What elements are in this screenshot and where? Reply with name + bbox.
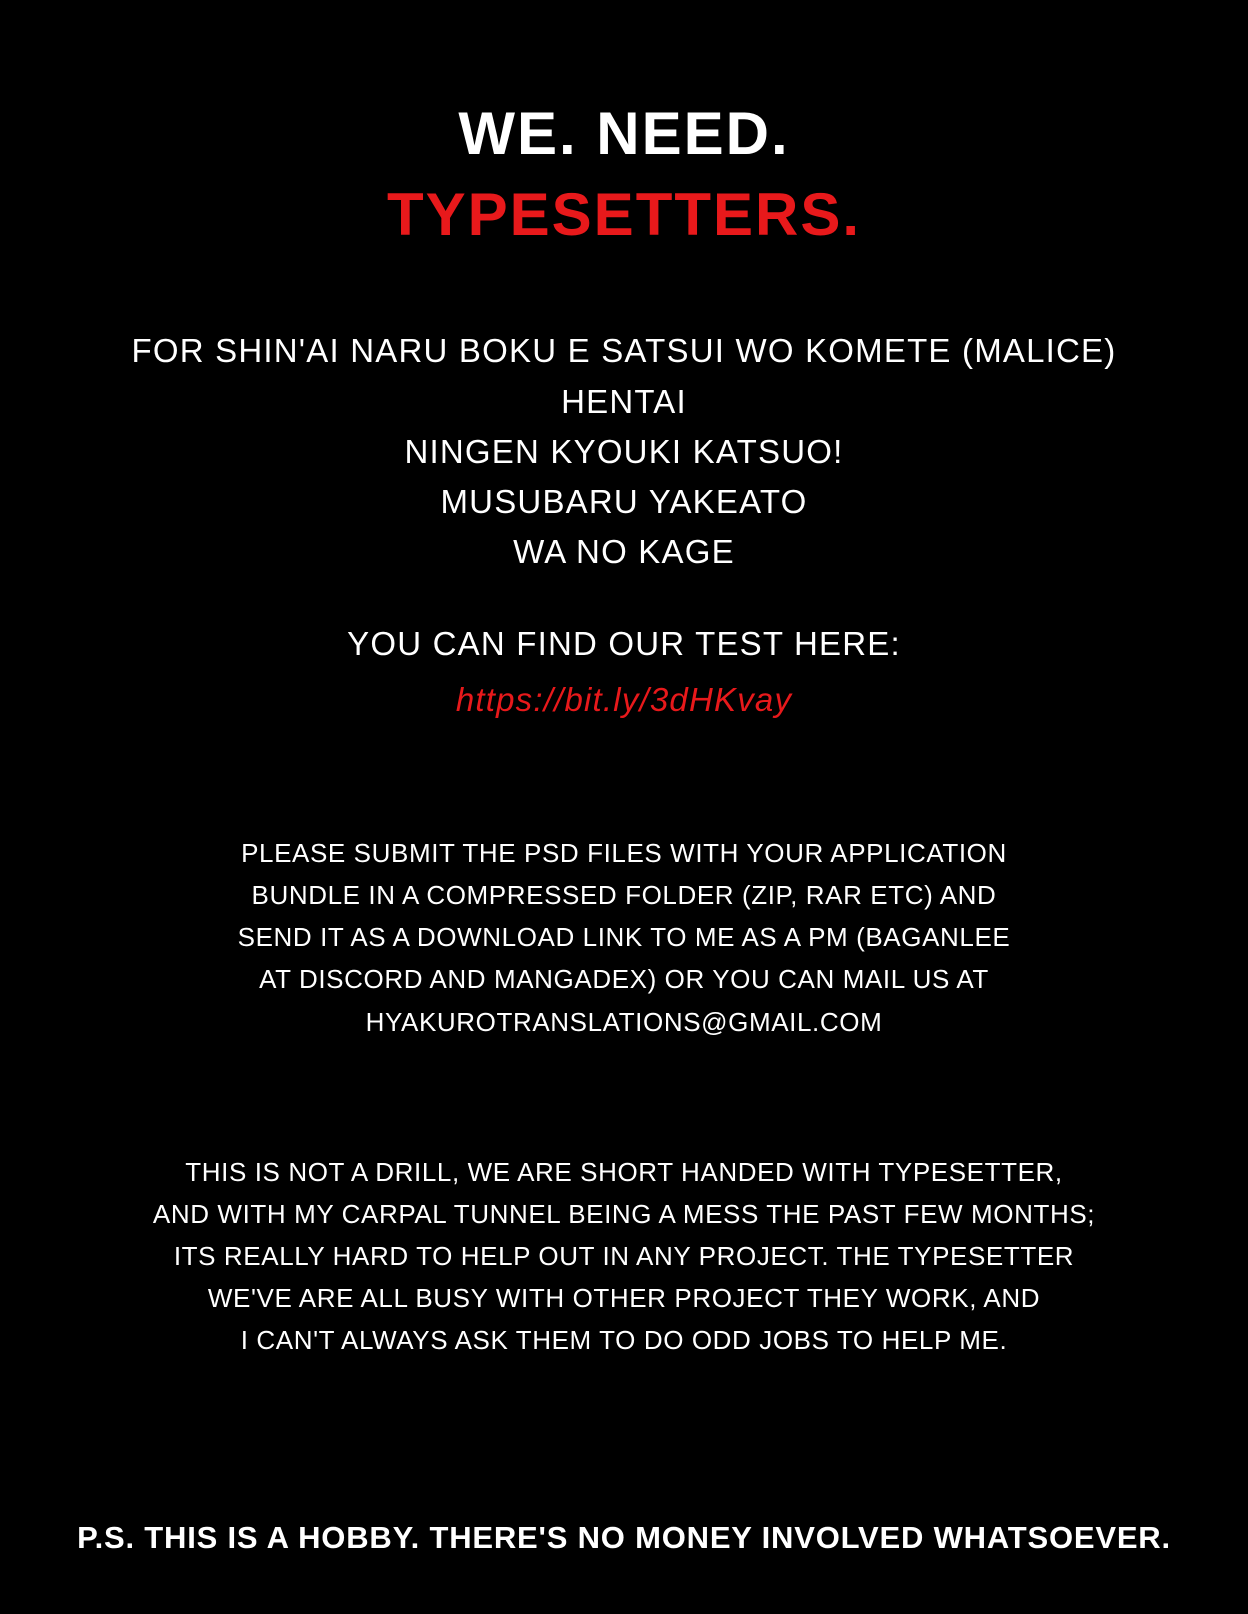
- project-line: HENTAI: [561, 382, 687, 420]
- submission-line: BUNDLE IN A COMPRESSED FOLDER (ZIP, RAR ETC) AND: [251, 880, 997, 911]
- submission-line: AT DISCORD AND MANGADEX) OR YOU CAN MAIL US AT: [259, 964, 989, 995]
- test-link[interactable]: https://bit.ly/3dHKvay: [455, 680, 793, 718]
- note-line: ITS REALLY HARD TO HELP OUT IN ANY PROJECT. THE TYPESETTER: [173, 1240, 1075, 1271]
- headline-accent: TYPESETTERS.: [386, 181, 862, 249]
- headline-primary: WE. NEED.: [458, 100, 790, 167]
- note-line: THIS IS NOT A DRILL, WE ARE SHORT HANDED WITH TYPESETTER,: [185, 1156, 1063, 1187]
- note-line: I CAN'T ALWAYS ASK THEM TO DO ODD JOBS TO HELP ME.: [240, 1325, 1008, 1356]
- postscript: P.S. THIS IS A HOBBY. THERE'S NO MONEY INVOLVED WHATSOEVER.: [77, 1520, 1171, 1555]
- note-line: AND WITH MY CARPAL TUNNEL BEING A MESS THE PAST FEW MONTHS;: [152, 1198, 1096, 1229]
- project-line: FOR SHIN'AI NARU BOKU E SATSUI WO KOMETE (MALICE): [131, 332, 1117, 370]
- project-line: MUSUBARU YAKEATO: [440, 482, 808, 520]
- submission-line: SEND IT AS A DOWNLOAD LINK TO ME AS A PM (BAGANLEE: [237, 922, 1011, 953]
- test-label: YOU CAN FIND OUR TEST HERE:: [347, 625, 901, 663]
- submission-instructions: [238, 832, 1011, 1043]
- project-line: WA NO KAGE: [513, 533, 735, 570]
- project-list: [132, 326, 1117, 577]
- test-section: [347, 619, 901, 724]
- submission-line: PLEASE SUBMIT THE PSD FILES WITH YOUR APPLICATION: [241, 838, 1007, 869]
- note-line: WE'VE ARE ALL BUSY WITH OTHER PROJECT THEY WORK, AND: [207, 1283, 1041, 1314]
- submission-line: HYAKUROTRANSLATIONS@GMAIL.COM: [365, 1006, 883, 1037]
- explanatory-note: [153, 1151, 1095, 1362]
- project-line: NINGEN KYOUKI KATSUO!: [404, 432, 844, 470]
